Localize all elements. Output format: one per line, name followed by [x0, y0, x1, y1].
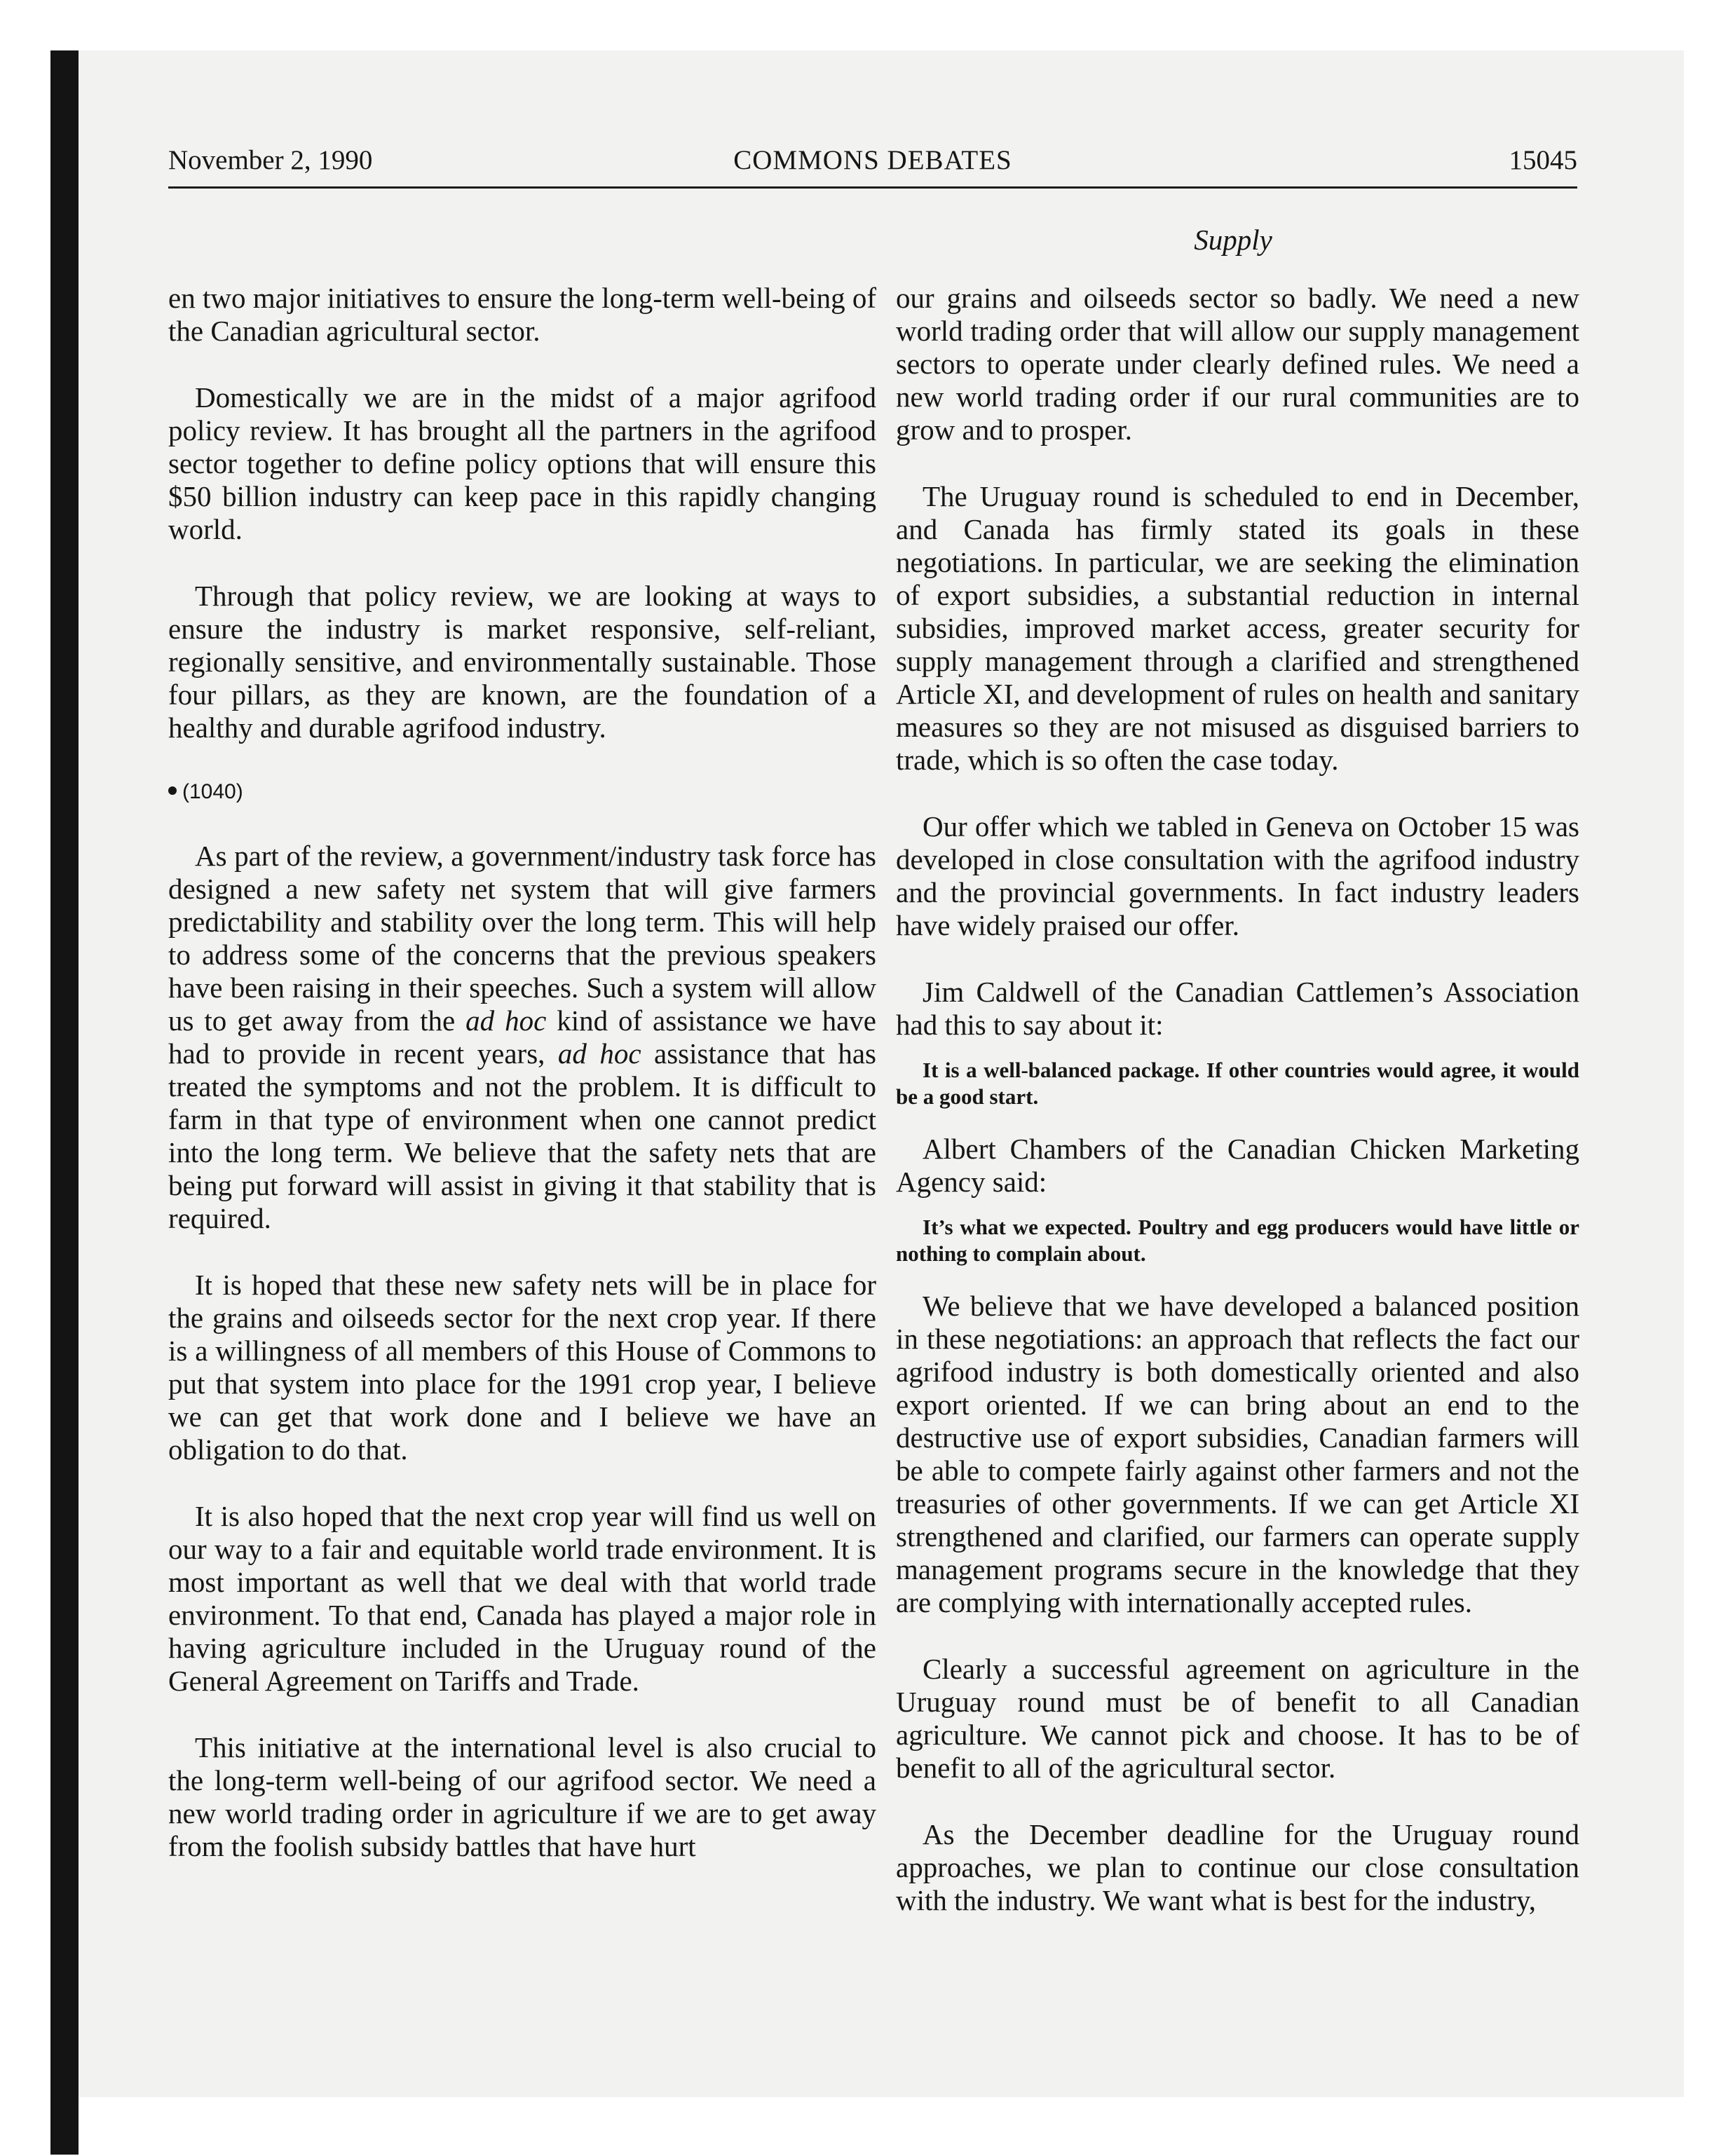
paragraph: our grains and oilseeds sector so badly. We need a new world trading order that will allow our supply management sectors to operate under clearly defined rules. We need a new world trading order if our rural communities are to grow and to prosper.	[896, 282, 1579, 446]
right-column	[896, 282, 1579, 1917]
left-column	[168, 282, 876, 1863]
italic-term: ad hoc	[557, 1037, 641, 1070]
header-page-number: 15045	[1509, 145, 1577, 175]
paragraph: We believe that we have developed a balanced position in these negotiations: an approach that reflects the fact our agrifood industry is both domestically oriented and also export oriented. If we can bring about an end to the destructive use of export subsidies, Canadian farmers will be able to compete fairly against other farmers and not the treasuries of other governments. If we can get Article XI strengthened and clarified, our farmers can operate supply management programs secure in the knowledge that they are complying with internationally accepted rules.	[896, 1290, 1579, 1618]
paragraph: It is also hoped that the next crop year will find us well on our way to a fair and equitable world trade environment. It is most important as well that we deal with that world trade environment. To that end, Canada has played a major role in having agriculture included in the Uruguay round of the General Agreement on Tariffs and Trade.	[168, 1500, 876, 1697]
time-stamp-label: (1040)	[182, 780, 243, 803]
section-heading: Supply	[1194, 224, 1272, 256]
paragraph: Domestically we are in the midst of a major agrifood policy review. It has brought all the partners in the agrifood sector together to define policy options that will ensure this $50 billion industry can keep pace in this rapidly changing world.	[168, 381, 876, 545]
block-quote: It’s what we expected. Poultry and egg producers would have little or nothing to complain about.	[896, 1215, 1579, 1266]
paragraph: As the December deadline for the Uruguay round approaches, we plan to continue our close consultation with the industry. We want what is best for the industry,	[896, 1818, 1579, 1916]
header-rule	[168, 186, 1577, 189]
paragraph: Albert Chambers of the Canadian Chicken Marketing Agency said:	[896, 1133, 1579, 1198]
paragraph: The Uruguay round is scheduled to end in December, and Canada has firmly stated its goals in these negotiations. In particular, we are seeking the elimination of export subsidies, a substantial reduction in internal subsidies, improved market access, greater security for supply management through a clarified and strengthened Article XI, and development of rules on health and sanitary measures so they are not misused as disguised barriers to trade, which is so often the case today.	[896, 480, 1579, 776]
block-quote: It is a well-balanced package. If other countries would agree, it would be a good start.	[896, 1058, 1579, 1109]
paragraph: Through that policy review, we are looking at ways to ensure the industry is market responsive, self-reliant, regionally sensitive, and environmentally sustainable. Those four pillars, as they are known, are the foundation of a healthy and durable agrifood industry.	[168, 580, 876, 744]
paragraph: en two major initiatives to ensure the long-term well-being of the Canadian agricultural sector.	[168, 282, 876, 347]
paragraph: Clearly a successful agreement on agriculture in the Uruguay round must be of benefit to all Canadian agriculture. We cannot pick and choose. It has to be of benefit to all of the agricultural sector.	[896, 1653, 1579, 1784]
italic-term: ad hoc	[465, 1004, 547, 1037]
paragraph: It is hoped that these new safety nets will be in place for the grains and oilseeds sector for the next crop year. If there is a willingness of all members of this House of Commons to put that system into place for the 1991 crop year, I believe we can get that work done and I believe we have an obligation to do that.	[168, 1269, 876, 1466]
paragraph: As part of the review, a government/industry task force has designed a new safety net system that will give farmers predictability and stability over the long term. This will help to address some of the concerns that the previous speakers have been raising in their speeches. Such a system will allow us to get away from the ad hoc kind of assistance we have had to provide in recent years, ad hoc assistance that has treated the symptoms and not the problem. It is difficult to farm in that type of environment when one cannot predict into the long term. We believe that the safety nets that are being put forward will assist in giving it that stability that is required.	[168, 840, 876, 1234]
paragraph: This initiative at the international level is also crucial to the long-term well-being of our agrifood sector. We need a new world trading order in agriculture if we are to get away from the foolish subsidy battles that have hurt	[168, 1731, 876, 1862]
paragraph: Our offer which we tabled in Geneva on October 15 was developed in close consultation with the agrifood industry and the provincial governments. In fact industry leaders have widely praised our offer.	[896, 810, 1579, 941]
scan-edge-bar	[50, 50, 79, 2155]
header-publication-title: COMMONS DEBATES	[733, 145, 1012, 175]
header-date: November 2, 1990	[168, 145, 373, 175]
paragraph: Jim Caldwell of the Canadian Cattlemen’s Association had this to say about it:	[896, 976, 1579, 1041]
running-header	[168, 144, 1577, 184]
bullet-icon	[168, 786, 177, 795]
time-stamp	[168, 778, 876, 806]
